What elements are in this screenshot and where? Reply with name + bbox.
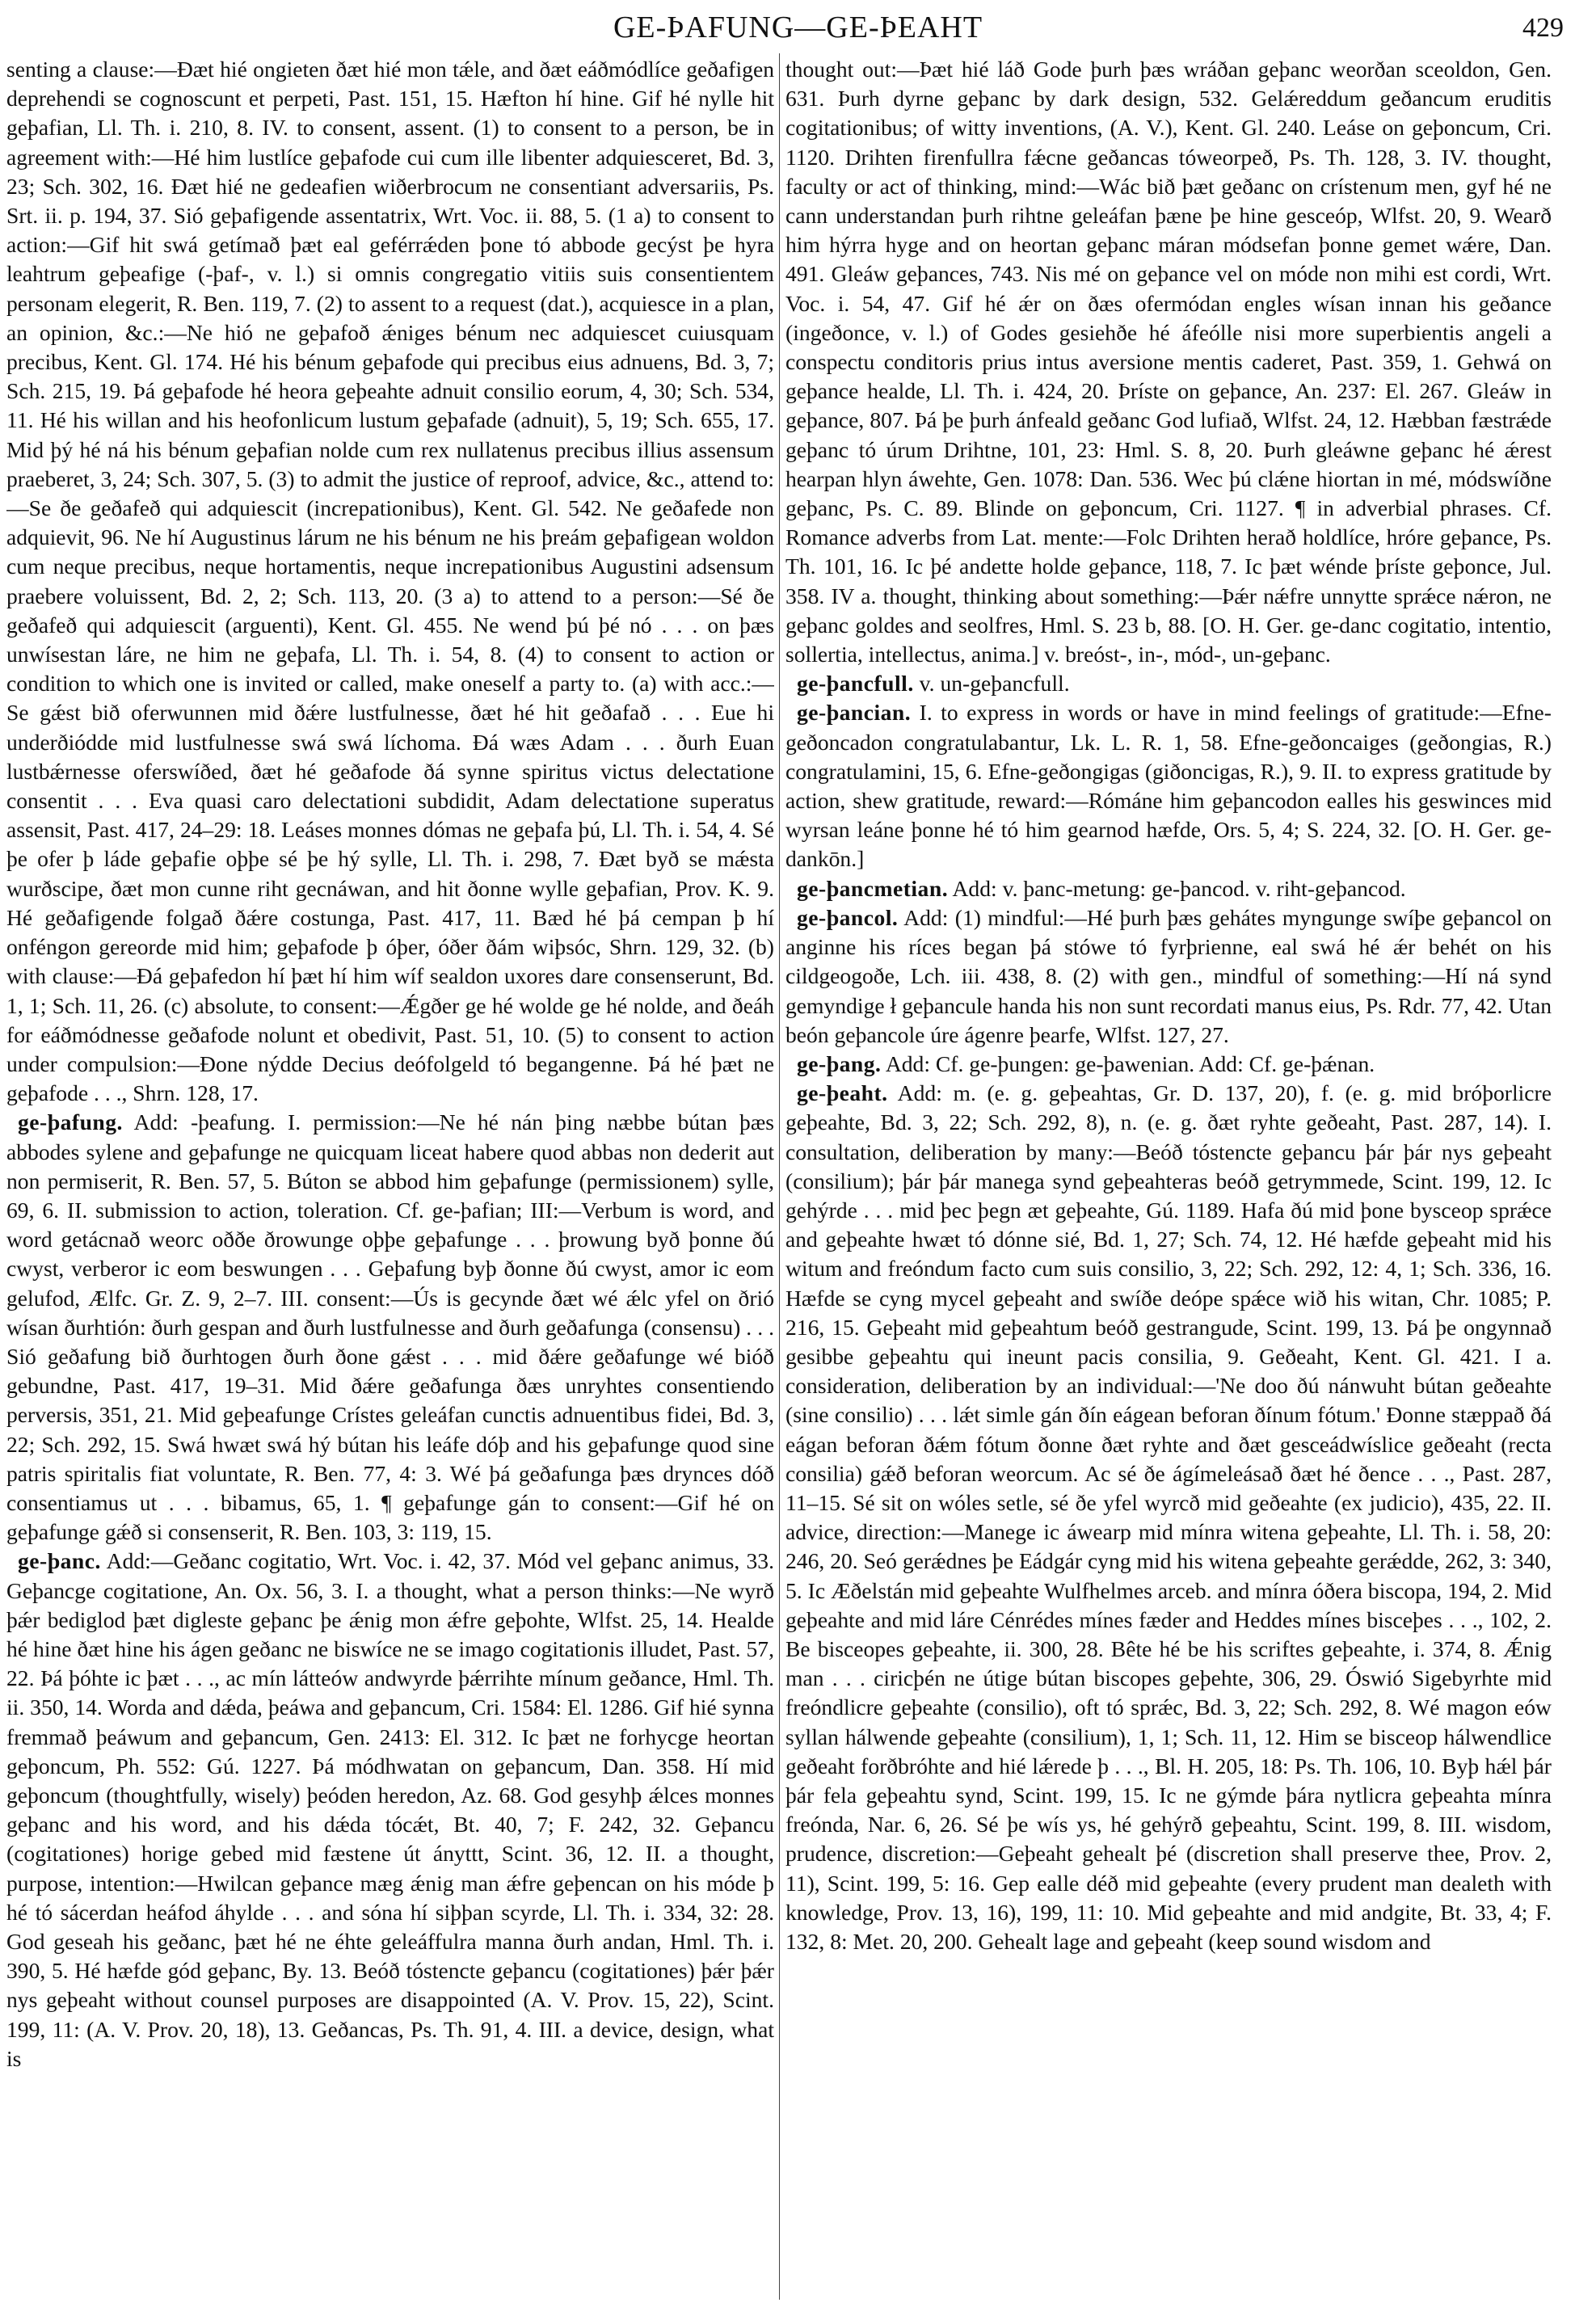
entry-text: v. un-geþancfull. [919, 671, 1070, 697]
dictionary-entry-continuation [785, 55, 1552, 669]
dictionary-entry [785, 698, 1552, 873]
dictionary-entry [6, 1108, 774, 1547]
left-column [6, 55, 774, 2301]
entry-text: Add: -þeafung. I. permission:—Ne hé nán þing næbbe bútan þæs abbodes sylene and geþafunge ne quicquam liceat habere quod abbas non dederit aut non permiserit, R. Ben. 57, 5. Búton se abbod him geþafunge (permissionem) sylle, 69, 6. II. submission to action, toleration. Cf. ge-þafian; III:—Verbum is word, and word getácnað weorc oððe ðrowunge oþþe geþafunge . . . þrowung byð þonne ðú cwyst, verberor ic eom beswungen . . . Geþafung byþ ðonne ðú cwyst, amor ic eom gelufod, Ælfc. Gr. Z. 9, 2–7. III. consent:—Ús is gecynde ðæt wé ǽlc yfel on ðrió wísan ðurhtión: ðurh gespan and ðurh lustfulnesse and ðurh geðafunga (consensu) . . . Sió geðafung bið ðurhtogen ðurh ðone gǽst . . . mid ðǽre geðafunge wé bióð gebundne, Past. 417, 19–31. Mid ðǽre geðafunga ðæs unryhtes consentiendo perversis, 351, 21. Mid geþeafunge Crístes geleáfan cunctis adnuentibus fidei, Bd. 3, 22; Sch. 292, 15. Swá hwæt swá hý bútan his leáfe dóþ and his geþafunge quod sine patris spiritalis fiat voluntate, R. Ben. 77, 4: 3. Wé þá geðafunga þæs drynces dóð consentiamus ut . . . bibamus, 65, 1. ¶ geþafunge gán to consent:—Gif hé on geþafunge gǽð si consenserit, R. Ben. 103, 3: 119, 15. [6, 1109, 774, 1545]
headword: ge-þeaht. [797, 1080, 888, 1106]
headword: ge-þanc. [18, 1548, 101, 1574]
dictionary-entry [785, 874, 1552, 903]
dictionary-entry [6, 1547, 774, 2073]
dictionary-entry-continuation [6, 55, 774, 1108]
right-column [785, 55, 1552, 2301]
entry-text: Add: (1) mindful:—Hé þurh þæs gehátes myngunge swíþe geþancol on anginne his ríces began þá stówe tó fyrþrienne, eal swá hé ǽr behét on his cildgeogoðe, Lch. iii. 438, 8. (2) with gen., mindful of something:—Hí ná synd gemyndige ł geþancule handa his non sunt recordati manus eius, Ps. Rdr. 77, 42. Utan beón geþancole úre ágenre þearfe, Wlfst. 127, 27. [785, 904, 1552, 1047]
entry-text: thought out:—Þæt hié láð Gode þurh þæs wráðan geþanc weorðan sceoldon, Gen. 631. Þurh dyrne geþanc by dark design, 532. Gelǽreddum geðancum eruditis cogitationibus; of witty inventions, (A. V.), Kent. Gl. 240. Leáse on geþoncum, Cri. 1120. Drihten firenfullra fǽcne geðancas tóweorpeð, Ps. Th. 128, 3. IV. thought, faculty or act of thinking, mind:—Wác bið þæt geðanc on crístenum men, gyf hé ne cann understandan þurh rihtne geleáfan þæne þe hine gesceóp, Wlfst. 20, 9. Wearð him hýrra hyge and on heortan geþanc máran módsefan þonne gemet wǽre, Dan. 491. Gleáw geþances, 743. Nis mé on geþance vel on móde non mihi est cordi, Wrt. Voc. i. 54, 47. Gif hé ǽr on ðæs ofermódan engles wísan innan his geðance (ingeðonce, v. l.) of Godes gesiehðe hé áfeólle nisi more superbientis angeli a conspectu conditoris prius intus aversione mentis caderet, Past. 359, 1. Gehwá on geþance healde, Ll. Th. i. 424, 20. Þríste on geþance, An. 237: El. 267. Gleáw in geþance, 807. Þá þe þurh ánfeald geðanc God lufiað, Wlfst. 24, 12. Hæbban fæstrǽde geþanc tó úrum Drihtne, 101, 23: Hml. S. 8, 20. Þurh gleáwne geþanc hé ǽrest hearpan hlyn áwehte, Gen. 1078: Dan. 536. Wec þú clǽne hiortan in mé, módswíðne geþanc, Ps. C. 89. Blinde on geþoncum, Cri. 1127. ¶ in adverbial phrases. Cf. Romance adverbs from Lat. mente:—Folc Drihten herað holdlíce, hróre geþance, Ps. Th. 101, 16. Ic þé andette holde geþance, 118, 7. Ic þæt wénde þríste geþonce, Jul. 358. IV a. thought, thinking about something:—Þǽr nǽfre unnytte sprǽce nǽron, ne geþanc goldes and seolfres, Hml. S. 23 b, 88. [O. H. Ger. ge-danc cogitatio, intentio, sollertia, intellectus, anima.] v. breóst-, in-, mód-, un-geþanc. [785, 57, 1552, 667]
headword: ge-þancmetian. [797, 875, 949, 901]
dictionary-entry [785, 903, 1552, 1050]
entry-text: Add: m. (e. g. geþeahtas, Gr. D. 137, 20), f. (e. g. mid bróþorlicre geþeahte, Bd. 3, 22; Sch. 292, 8), n. (e. g. ðæt ryhte geðeaht, Past. 287, 14). I. consultation, deliberation by many:—Beóð tóstencte geþancu þár þár nys geþeaht (consilium); þár þár manega synd geþeahteras beóð getrymmede, Scint. 199, 12. Ic gehýrde . . . mid þec þegn æt geþeahte, Gú. 1189. Hafa ðú mid þone bysceop sprǽce and geþeahte hwæt tó dónne sié, Bd. 1, 27; Sch. 74, 12. Hé hæfde geþeaht mid his witum and freóndum facto cum suis consilio, 3, 22; Sch. 292, 12: 4, 1; Sch. 336, 16. Hæfde se cyng mycel geþeaht and swíðe deópe spǽce wið his witan, Chr. 1085; P. 216, 15. Geþeaht mid geþeahtum beóð gestrangude, Scint. 199, 13. Þá þe ongynnað gesibbe geþeahtu qui ineunt pacis consilia, 9. Geðeaht, Kent. Gl. 421. I a. consideration, deliberation by an individual:—'Ne doo ðú nánwuht bútan geðeahte (sine consilio) . . . lǽt simle gán ðín eágean beforan ðínum fótum.' Ðonne stæppað ðá eágan beforan ðǽm fótum ðonne ðæt ryhte and ðæt gesceádwíslice geðeaht (recta consilia) gǽð beforan weorcum. Ac sé ðe ágímeleásað ðæt hé ðence . . ., Past. 287, 11–15. Sé sit on wóles setle, sé ðe yfel wyrcð mid geðeahte (ex judicio), 435, 22. II. advice, direction:—Manege ic áwearp mid mínra witena geþeahte, Ll. Th. i. 58, 20: 246, 20. Seó gerǽdnes þe Eádgár cyng mid his witena geþeahte gerǽdde, 262, 3: 340, 5. Ic Æðelstán mid geþeahte Wulfhelmes arceb. and mínra óðera biscopa, 194, 2. Mid geþeahte and mid láre Cénrédes mínes fæder and Heddes mínes bisceþes . . ., 102, 2. Be bisceopes geþeahte, ii. 300, 28. Bête hé be his scriftes geþeahte, i. 374, 8. Ǽnig man . . . ciricþén ne útige bútan biscopes geþehte, 306, 29. Óswió Sigebyrhte mid freóndlicre geþeahte (consilio), oft tó sprǽc, Bd. 3, 22; Sch. 292, 8. Wé magon eów syllan hálwende geþeahte (consilium), 1, 1; Sch. 11, 12. Him se bisceop hálwendlice geðeaht forðbróhte and hié lǽrede þ . . ., Bl. H. 205, 18: Ps. Th. 106, 10. Byþ hǽl þár þár fela geþeahtu synd, Scint. 199, 15. Ic ne gýmde þára nytlicra geþeahta mínra freónda, Nar. 6, 26. Sé þe wís ys, hé gehýrð geþeahtu, Scint. 199, 8. III. wisdom, prudence, discretion:—Geþeaht gehealt þé (discretion shall preserve thee, Prov. 2, 11), Scint. 199, 5: 16. Gep ealle déð mid geþeahte (every prudent man dealeth with knowledge, Prov. 13, 16), 199, 11: 10. Mid geþeahte and mid andgite, Bt. 33, 4; F. 132, 8: Met. 20, 200. Gehealt lage and geþeaht (keep sound wisdom and [785, 1080, 1552, 1954]
entry-text: Add:—Geðanc cogitatio, Wrt. Voc. i. 42, 37. Mód vel geþanc animus, 33. Geþancge cogitatione, An. Ox. 56, 3. I. a thought, what a person thinks:—Ne wyrð þǽr bediglod þæt digleste geþanc þe ǽnig mon ǽfre geþohte, Wlfst. 25, 14. Healde hé hine ðæt hine his ágen geðanc ne biswíce ne se imago cogitationis illudet, Past. 57, 22. Þá þóhte ic þæt . . ., ac mín látteów andwyrde þǽrrihte mínum geðance, Hml. Th. ii. 350, 14. Worda and dǽda, þeáwa and geþancum, Cri. 1584: El. 1286. Gif hié synna fremmað þeáwum and geþancum, Gen. 2413: El. 312. Ic þæt ne forhycge heortan geþoncum, Ph. 552: Gú. 1227. Þá módhwatan on geþancum, Dan. 358. Hí mid geþoncum (thoughtfully, wisely) þeóden heredon, Az. 68. God gesyhþ ǽlces monnes geþanc and his word, and his dǽda tócǽt, Bt. 40, 7; F. 242, 32. Geþancu (cogitationes) horige gebed mid fæstene út ányttt, Scint. 36, 12. II. a thought, purpose, intention:—Hwilcan geþance mæg ǽnig man ǽfre geþencan on his móde þ hé tó sácerdan heáfod áhylde . . . and sóna hí siþþan scyrde, Ll. Th. i. 334, 32: 28. God geseah his geðanc, þæt hé ne éhte geleáffulra manna ðurh andan, Hml. Th. i. 390, 5. Hé hæfde gód geþanc, By. 13. Beóð tóstencte geþancu (cogitationes) þǽr þǽr nys geþeaht without counsel purposes are disappointed (A. V. Prov. 15, 22), Scint. 199, 11: (A. V. Prov. 20, 18), 13. Geðancas, Ps. Th. 91, 4. III. a device, design, what is [6, 1548, 774, 2071]
headword: ge-þang. [797, 1050, 882, 1076]
dictionary-entry [785, 1079, 1552, 1956]
entry-text: senting a clause:—Ðæt hié ongieten ðæt hié mon tǽle, and ðæt eáðmódlíce geðafigen deprehendi se cognoscunt et perpeti, Past. 151, 15. Hæfton hí hine. Gif hé nylle hit geþafian, Ll. Th. i. 210, 8. IV. to consent, assent. (1) to consent to a person, be in agreement with:—Hé him lustlíce geþafode cui cum ille libenter adquiesceret, Bd. 3, 23; Sch. 302, 16. Ðæt hié ne gedeafien wiðerbrocum ne consentiant adversariis, Ps. Srt. ii. p. 194, 37. Sió geþafigende assentatrix, Wrt. Voc. ii. 88, 5. (1 a) to consent to action:—Gif hit swá getímað þæt eal geférrǽden þone tó abbode gecýst þe hyra leahtrum geþeafige (-þaf-, v. l.) si omnis congregatio vitiis suis consentientem personam elegerit, R. Ben. 119, 7. (2) to assent to a request (dat.), acquiesce in a plan, an opinion, &c.:—Ne hió ne geþafoð ǽniges bénum nec adquiescet cuiusquam precibus, Kent. Gl. 174. Hé his bénum geþafode qui precibus eius adnuens, Bd. 3, 7; Sch. 215, 19. Þá geþafode hé heora geþeahte adnuit consilio eorum, 4, 30; Sch. 534, 11. Hé his willan and his heofonlicum lustum geþafade (adnuit), 5, 19; Sch. 655, 17. Mid þý hé ná his bénum geþafian nolde cum rex nullatenus precibus illius assensum praeberet, 3, 24; Sch. 307, 5. (3) to admit the justice of reproof, advice, &c., attend to:—Se ðe geðafeð qui adquiescit (increpationibus), Kent. Gl. 542. Ne geðafede non adquievit, 96. Ne hí Augustinus lárum ne his bénum ne his þreám geþafigean woldon cum neque precibus, neque hortamentis, neque increpationibus Augustini adsensum praebere voluissent, Bd. 2, 2; Sch. 113, 20. (3 a) to attend to a person:—Sé ðe geðafeð qui adquiescit (arguenti), Kent. Gl. 455. Ne wend þú þé nó . . . on þæs unwísestan láre, ne him ne geþafa, Ll. Th. i. 54, 8. (4) to consent to action or condition to which one is invited or called, make oneself a party to. (a) with acc.:—Se gǽst bið oferwunnen mid ðǽre lustfulnesse, ðæt hé hit geðafað . . . Eue hi underðiódde mid lustfulnesse swá swá líchoma. Ðá wæs Adam . . . ðurh Euan lustbǽrnesse oferswíðed, ðæt hé geðafode ðá synne spiritus victus delectatione consentit . . . Eva quasi caro delectationi subdidit, Adam delectatione superatus assensit, Past. 417, 24–29: 18. Leáses monnes dómas ne geþafa þú, Ll. Th. i. 54, 4. Sé þe ofer þ láde geþafie oþþe sé þe hý sylle, Ll. Th. i. 298, 7. Ðæt byð se mǽsta wurðscipe, ðæt mon cunne riht gecnáwan, and hit ðonne wylle geþafian, Prov. K. 9. Hé geðafigende folgað ðǽre costunga, Past. 417, 11. Bæd hé þá cempan þ hí onféngon gereorde mid him; geþafode þ óþer, óðer ðám wiþsóc, Shrn. 129, 32. (b) with clause:—Ðá geþafedon hí þæt hí him wíf sealdon uxores dare consenserunt, Bd. 1, 1; Sch. 11, 26. (c) absolute, to consent:—Ǽgðer ge hé wolde ge hé nolde, and ðeáh for eáðmódnesse geðafode nolunt et obedivit, Past. 51, 10. (5) to consent to action under compulsion:—Ðone nýdde Decius deófolgeld tó begangenne. Þá hé þæt ne geþafode . . ., Shrn. 128, 17. [6, 57, 774, 1106]
entry-text: Add: v. þanc-metung: ge-þancod. v. riht-geþancod. [952, 875, 1406, 901]
page-header [0, 6, 1596, 47]
running-title: GE-ÞAFUNG—GE-ÞEAHT [613, 11, 983, 44]
headword: ge-þancian. [797, 700, 912, 726]
dictionary-entry [785, 669, 1552, 698]
headword: ge-þafung. [18, 1109, 123, 1135]
page-number: 429 [1522, 13, 1564, 43]
entry-text: Add: Cf. ge-þungen: ge-þawenian. Add: Cf. ge-þǽnan. [885, 1050, 1375, 1076]
entry-text: I. to express in words or have in mind feelings of gratitude:—Efne-geðoncadon congratulabantur, Lk. L. R. 1, 58. Efne-geðoncaiges (geðongias, R.) congratulamini, 15, 6. Efne-geðongigas (giðoncigas, R.), 9. II. to express gratitude by action, shew gratitude, reward:—Rómáne him geþancodon ealles his geswinces mid wyrsan leáne þonne hé tó him gearnod hæfde, Ors. 5, 4; S. 224, 32. [O. H. Ger. ge-dankōn.] [785, 700, 1552, 872]
headword: ge-þancfull. [797, 671, 914, 697]
dictionary-entry [785, 1050, 1552, 1079]
column-divider [779, 53, 780, 2300]
headword: ge-þancol. [797, 904, 899, 930]
